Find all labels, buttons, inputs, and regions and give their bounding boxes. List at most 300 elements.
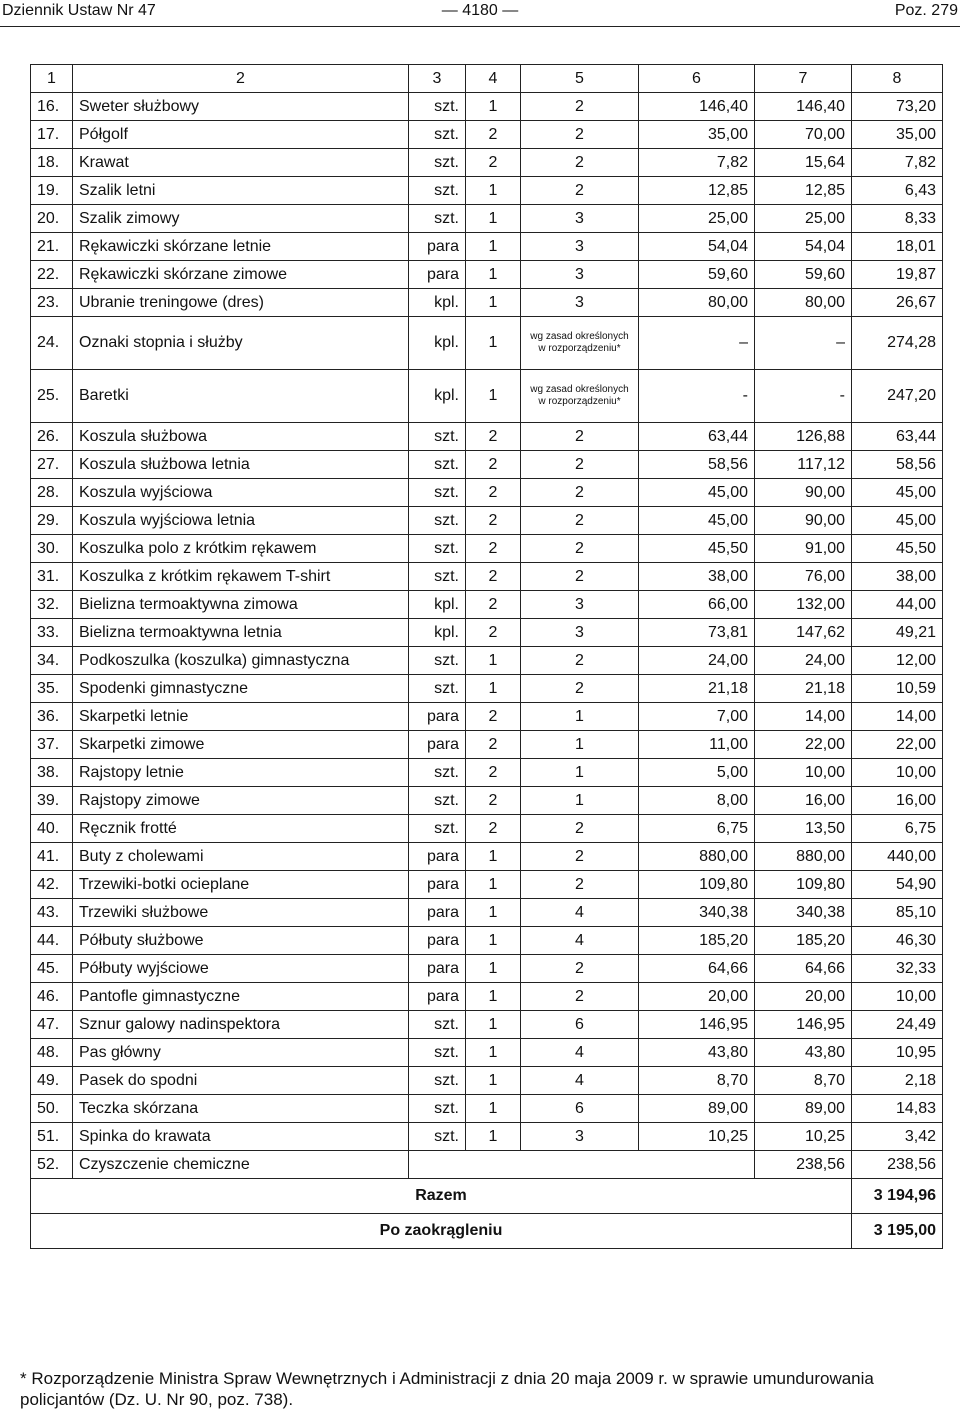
table-row xyxy=(31,233,943,261)
item-name: Pantofle gimnastyczne xyxy=(73,983,409,1011)
quantity: 2 xyxy=(466,507,521,535)
unit-price: 89,00 xyxy=(639,1095,755,1123)
unit: szt. xyxy=(409,1011,466,1039)
unit: szt. xyxy=(409,759,466,787)
table-row xyxy=(31,675,943,703)
usage-period: 2 xyxy=(521,149,639,177)
annual-value: 19,87 xyxy=(852,261,943,289)
usage-period: 4 xyxy=(521,1039,639,1067)
quantity: 1 xyxy=(466,1123,521,1151)
annual-value: 10,59 xyxy=(852,675,943,703)
table-row xyxy=(31,423,943,451)
usage-period: 3 xyxy=(521,289,639,317)
unit: szt. xyxy=(409,535,466,563)
row-number: 52. xyxy=(31,1151,73,1179)
column-header: 1 xyxy=(31,65,73,93)
total-value: 185,20 xyxy=(755,927,852,955)
unit: szt. xyxy=(409,1067,466,1095)
column-header-row xyxy=(31,65,943,93)
row-number: 25. xyxy=(31,370,73,423)
usage-period: 2 xyxy=(521,479,639,507)
total-value: 8,70 xyxy=(755,1067,852,1095)
quantity: 1 xyxy=(466,317,521,370)
total-value: 340,38 xyxy=(755,899,852,927)
quantity: 1 xyxy=(466,1039,521,1067)
header-rule xyxy=(0,26,960,27)
table-row xyxy=(31,1011,943,1039)
row-number: 31. xyxy=(31,563,73,591)
table-row xyxy=(31,507,943,535)
row-number: 36. xyxy=(31,703,73,731)
row-number: 32. xyxy=(31,591,73,619)
item-name: Rajstopy letnie xyxy=(73,759,409,787)
row-number: 39. xyxy=(31,787,73,815)
column-header: 3 xyxy=(409,65,466,93)
uniform-cost-table xyxy=(30,64,943,1249)
table-row xyxy=(31,261,943,289)
unit-price: – xyxy=(639,317,755,370)
total-value: 80,00 xyxy=(755,289,852,317)
table-body xyxy=(31,65,943,1151)
row-number: 38. xyxy=(31,759,73,787)
row-number: 44. xyxy=(31,927,73,955)
unit: szt. xyxy=(409,647,466,675)
annual-value: 44,00 xyxy=(852,591,943,619)
unit-price: 54,04 xyxy=(639,233,755,261)
table-row xyxy=(31,647,943,675)
unit-price: 185,20 xyxy=(639,927,755,955)
usage-period: 2 xyxy=(521,423,639,451)
row-number: 40. xyxy=(31,815,73,843)
unit-price: - xyxy=(639,370,755,423)
footnote: * Rozporządzenie Ministra Spraw Wewnętrznych i Administracji z dnia 20 maja 2009 r. w sprawie umundurowania policjantów (Dz. U. Nr 90, poz. 738). xyxy=(20,1369,874,1409)
item-name: Ubranie treningowe (dres) xyxy=(73,289,409,317)
quantity: 2 xyxy=(466,815,521,843)
unit-price: 66,00 xyxy=(639,591,755,619)
row-number: 29. xyxy=(31,507,73,535)
annual-value: 26,67 xyxy=(852,289,943,317)
row-number: 30. xyxy=(31,535,73,563)
total-value: 20,00 xyxy=(755,983,852,1011)
table-row xyxy=(31,843,943,871)
unit: szt. xyxy=(409,815,466,843)
usage-period: 4 xyxy=(521,927,639,955)
row-number: 51. xyxy=(31,1123,73,1151)
item-name: Sweter służbowy xyxy=(73,93,409,121)
unit-price: 7,82 xyxy=(639,149,755,177)
unit: szt. xyxy=(409,1123,466,1151)
table-row xyxy=(31,479,943,507)
annual-value: 10,00 xyxy=(852,983,943,1011)
unit-price: 340,38 xyxy=(639,899,755,927)
row-number: 18. xyxy=(31,149,73,177)
usage-period: 2 xyxy=(521,507,639,535)
journal-title: Dziennik Ustaw Nr 47 xyxy=(2,2,156,19)
table-row xyxy=(31,955,943,983)
row-number: 48. xyxy=(31,1039,73,1067)
quantity: 1 xyxy=(466,647,521,675)
unit: para xyxy=(409,983,466,1011)
usage-period: 3 xyxy=(521,205,639,233)
quantity: 1 xyxy=(466,843,521,871)
quantity: 1 xyxy=(466,899,521,927)
total-value: 22,00 xyxy=(755,731,852,759)
total-value: 10,25 xyxy=(755,1123,852,1151)
usage-period: 2 xyxy=(521,843,639,871)
unit-price: 35,00 xyxy=(639,121,755,149)
usage-period: 2 xyxy=(521,871,639,899)
unit-price: 8,70 xyxy=(639,1067,755,1095)
item-name: Koszula wyjściowa xyxy=(73,479,409,507)
unit-price: 59,60 xyxy=(639,261,755,289)
table-row xyxy=(31,1067,943,1095)
annual-value: 10,95 xyxy=(852,1039,943,1067)
total-value: 16,00 xyxy=(755,787,852,815)
total-value: 54,04 xyxy=(755,233,852,261)
unit-price: 10,25 xyxy=(639,1123,755,1151)
unit-price: 63,44 xyxy=(639,423,755,451)
item-name: Półbuty służbowe xyxy=(73,927,409,955)
row-number: 41. xyxy=(31,843,73,871)
unit: szt. xyxy=(409,121,466,149)
usage-period: 6 xyxy=(521,1095,639,1123)
row-number: 46. xyxy=(31,983,73,1011)
total-value: 880,00 xyxy=(755,843,852,871)
unit: para xyxy=(409,955,466,983)
item-name: Trzewiki służbowe xyxy=(73,899,409,927)
unit: szt. xyxy=(409,787,466,815)
item-name: Rękawiczki skórzane letnie xyxy=(73,233,409,261)
unit-price: 8,00 xyxy=(639,787,755,815)
usage-period: 2 xyxy=(521,177,639,205)
unit-price: 43,80 xyxy=(639,1039,755,1067)
table-row xyxy=(31,177,943,205)
total-amount: 3 194,96 xyxy=(852,1179,943,1214)
item-name: Koszula wyjściowa letnia xyxy=(73,507,409,535)
quantity: 2 xyxy=(466,759,521,787)
row-number: 42. xyxy=(31,871,73,899)
item-name: Rękawiczki skórzane zimowe xyxy=(73,261,409,289)
unit: szt. xyxy=(409,149,466,177)
item-name: Półbuty wyjściowe xyxy=(73,955,409,983)
usage-period: 2 xyxy=(521,955,639,983)
unit-price: 25,00 xyxy=(639,205,755,233)
table-row xyxy=(31,731,943,759)
empty-cell xyxy=(409,1151,755,1179)
annual-value: 14,00 xyxy=(852,703,943,731)
rounded-total-label: Po zaokrągleniu xyxy=(31,1214,852,1249)
row-number: 47. xyxy=(31,1011,73,1039)
quantity: 2 xyxy=(466,591,521,619)
table-row xyxy=(31,619,943,647)
quantity: 2 xyxy=(466,423,521,451)
table-row xyxy=(31,871,943,899)
unit-price: 880,00 xyxy=(639,843,755,871)
unit: szt. xyxy=(409,507,466,535)
row-number: 37. xyxy=(31,731,73,759)
quantity: 2 xyxy=(466,703,521,731)
annual-value: 32,33 xyxy=(852,955,943,983)
annual-value: 18,01 xyxy=(852,233,943,261)
item-name: Podkoszulka (koszulka) gimnastyczna xyxy=(73,647,409,675)
column-header: 8 xyxy=(852,65,943,93)
total-value: 76,00 xyxy=(755,563,852,591)
page-number: — 4180 — xyxy=(441,2,519,19)
usage-period: 2 xyxy=(521,815,639,843)
quantity: 1 xyxy=(466,93,521,121)
annual-value: 73,20 xyxy=(852,93,943,121)
row-number: 45. xyxy=(31,955,73,983)
quantity: 2 xyxy=(466,121,521,149)
item-name: Bielizna termoaktywna zimowa xyxy=(73,591,409,619)
item-name: Sznur galowy nadinspektora xyxy=(73,1011,409,1039)
unit-price: 64,66 xyxy=(639,955,755,983)
table-row xyxy=(31,759,943,787)
unit-price: 73,81 xyxy=(639,619,755,647)
table-row xyxy=(31,1039,943,1067)
row-number: 16. xyxy=(31,93,73,121)
unit-price: 45,50 xyxy=(639,535,755,563)
usage-period: 2 xyxy=(521,563,639,591)
total-row xyxy=(31,1179,943,1214)
quantity: 1 xyxy=(466,1095,521,1123)
unit-price: 11,00 xyxy=(639,731,755,759)
unit: szt. xyxy=(409,423,466,451)
usage-period: 2 xyxy=(521,93,639,121)
page-header xyxy=(0,0,960,26)
total-value: 25,00 xyxy=(755,205,852,233)
rounded-total-amount: 3 195,00 xyxy=(852,1214,943,1249)
unit: para xyxy=(409,927,466,955)
annual-value: 14,83 xyxy=(852,1095,943,1123)
total-value: 24,00 xyxy=(755,647,852,675)
row-number: 27. xyxy=(31,451,73,479)
column-header: 5 xyxy=(521,65,639,93)
total-value: 70,00 xyxy=(755,121,852,149)
quantity: 1 xyxy=(466,927,521,955)
row-number: 23. xyxy=(31,289,73,317)
unit: szt. xyxy=(409,93,466,121)
item-name: Spodenki gimnastyczne xyxy=(73,675,409,703)
row-number: 20. xyxy=(31,205,73,233)
unit-price: 6,75 xyxy=(639,815,755,843)
total-value: 146,40 xyxy=(755,93,852,121)
item-name: Szalik letni xyxy=(73,177,409,205)
annual-value: 63,44 xyxy=(852,423,943,451)
annual-value: 49,21 xyxy=(852,619,943,647)
annual-value: 85,10 xyxy=(852,899,943,927)
total-value: 10,00 xyxy=(755,759,852,787)
annual-value: 16,00 xyxy=(852,787,943,815)
item-name: Pas główny xyxy=(73,1039,409,1067)
item-name: Koszulka polo z krótkim rękawem xyxy=(73,535,409,563)
quantity: 2 xyxy=(466,731,521,759)
total-value: 15,64 xyxy=(755,149,852,177)
unit: kpl. xyxy=(409,317,466,370)
item-name: Spinka do krawata xyxy=(73,1123,409,1151)
row-number: 24. xyxy=(31,317,73,370)
usage-period: 3 xyxy=(521,1123,639,1151)
total-value: 14,00 xyxy=(755,703,852,731)
annual-value: 440,00 xyxy=(852,843,943,871)
annual-value: 45,00 xyxy=(852,479,943,507)
annual-value: 58,56 xyxy=(852,451,943,479)
item-name: Krawat xyxy=(73,149,409,177)
item-name: Rajstopy zimowe xyxy=(73,787,409,815)
quantity: 1 xyxy=(466,177,521,205)
total-value: 90,00 xyxy=(755,507,852,535)
annual-value: 35,00 xyxy=(852,121,943,149)
usage-period: 4 xyxy=(521,899,639,927)
unit: szt. xyxy=(409,675,466,703)
annual-value: 12,00 xyxy=(852,647,943,675)
annual-value: 10,00 xyxy=(852,759,943,787)
table-row xyxy=(31,899,943,927)
quantity: 1 xyxy=(466,205,521,233)
item-name: Szalik zimowy xyxy=(73,205,409,233)
unit: para xyxy=(409,233,466,261)
unit: szt. xyxy=(409,1095,466,1123)
annual-value: 6,43 xyxy=(852,177,943,205)
total-value: 91,00 xyxy=(755,535,852,563)
usage-period: wg zasad określonych w rozporządzeniu* xyxy=(521,370,639,423)
unit-price: 21,18 xyxy=(639,675,755,703)
column-header: 6 xyxy=(639,65,755,93)
table-row xyxy=(31,563,943,591)
row-number: 43. xyxy=(31,899,73,927)
quantity: 2 xyxy=(466,479,521,507)
usage-period: 1 xyxy=(521,731,639,759)
table-row xyxy=(31,370,943,423)
item-name: Półgolf xyxy=(73,121,409,149)
quantity: 1 xyxy=(466,871,521,899)
row-number: 33. xyxy=(31,619,73,647)
item-name: Oznaki stopnia i służby xyxy=(73,317,409,370)
unit: kpl. xyxy=(409,619,466,647)
quantity: 1 xyxy=(466,233,521,261)
table-row xyxy=(31,815,943,843)
table-row xyxy=(31,317,943,370)
annual-value: 8,33 xyxy=(852,205,943,233)
usage-period: 2 xyxy=(521,647,639,675)
quantity: 2 xyxy=(466,619,521,647)
total-value: 64,66 xyxy=(755,955,852,983)
table-row xyxy=(31,787,943,815)
row-number: 35. xyxy=(31,675,73,703)
row-number: 17. xyxy=(31,121,73,149)
column-header: 4 xyxy=(466,65,521,93)
table-row xyxy=(31,149,943,177)
item-name: Koszula służbowa xyxy=(73,423,409,451)
unit: para xyxy=(409,703,466,731)
table-row xyxy=(31,1151,943,1179)
total-value: – xyxy=(755,317,852,370)
row-number: 22. xyxy=(31,261,73,289)
unit-price: 80,00 xyxy=(639,289,755,317)
unit-price: 12,85 xyxy=(639,177,755,205)
table-tail xyxy=(31,1151,943,1249)
usage-period: 2 xyxy=(521,983,639,1011)
quantity: 1 xyxy=(466,955,521,983)
unit-price: 45,00 xyxy=(639,507,755,535)
item-name: Koszula służbowa letnia xyxy=(73,451,409,479)
column-header: 2 xyxy=(73,65,409,93)
total-value: 59,60 xyxy=(755,261,852,289)
row-number: 34. xyxy=(31,647,73,675)
total-label: Razem xyxy=(31,1179,852,1214)
annual-value: 45,00 xyxy=(852,507,943,535)
annual-value: 24,49 xyxy=(852,1011,943,1039)
row-number: 21. xyxy=(31,233,73,261)
unit-price: 58,56 xyxy=(639,451,755,479)
table-row xyxy=(31,451,943,479)
total-value: 147,62 xyxy=(755,619,852,647)
table-row xyxy=(31,703,943,731)
table-row xyxy=(31,205,943,233)
quantity: 1 xyxy=(466,1067,521,1095)
unit: szt. xyxy=(409,177,466,205)
usage-period: 2 xyxy=(521,121,639,149)
unit: kpl. xyxy=(409,289,466,317)
column-header: 7 xyxy=(755,65,852,93)
unit-price: 7,00 xyxy=(639,703,755,731)
annual-value: 247,20 xyxy=(852,370,943,423)
table-row xyxy=(31,535,943,563)
item-name: Buty z cholewami xyxy=(73,843,409,871)
total-value: 132,00 xyxy=(755,591,852,619)
quantity: 1 xyxy=(466,983,521,1011)
total-value: 117,12 xyxy=(755,451,852,479)
quantity: 1 xyxy=(466,289,521,317)
annual-value: 2,18 xyxy=(852,1067,943,1095)
table-row xyxy=(31,121,943,149)
row-number: 19. xyxy=(31,177,73,205)
total-value: 90,00 xyxy=(755,479,852,507)
quantity: 2 xyxy=(466,535,521,563)
quantity: 1 xyxy=(466,1011,521,1039)
usage-period: 1 xyxy=(521,703,639,731)
annual-value: 7,82 xyxy=(852,149,943,177)
unit: szt. xyxy=(409,451,466,479)
item-name: Czyszczenie chemiczne xyxy=(73,1151,409,1179)
annual-value: 46,30 xyxy=(852,927,943,955)
annual-value: 274,28 xyxy=(852,317,943,370)
quantity: 1 xyxy=(466,675,521,703)
table-row xyxy=(31,983,943,1011)
usage-period: 4 xyxy=(521,1067,639,1095)
unit-price: 38,00 xyxy=(639,563,755,591)
item-name: Trzewiki-botki ocieplane xyxy=(73,871,409,899)
unit-price: 20,00 xyxy=(639,983,755,1011)
unit: para xyxy=(409,731,466,759)
item-name: Skarpetki zimowe xyxy=(73,731,409,759)
unit-price: 24,00 xyxy=(639,647,755,675)
unit-price: 109,80 xyxy=(639,871,755,899)
unit: szt. xyxy=(409,479,466,507)
item-name: Ręcznik frotté xyxy=(73,815,409,843)
total-value: 13,50 xyxy=(755,815,852,843)
total-value: 238,56 xyxy=(755,1151,852,1179)
unit: kpl. xyxy=(409,370,466,423)
item-name: Baretki xyxy=(73,370,409,423)
unit: para xyxy=(409,871,466,899)
unit: para xyxy=(409,843,466,871)
unit: szt. xyxy=(409,1039,466,1067)
usage-period: 3 xyxy=(521,591,639,619)
row-number: 28. xyxy=(31,479,73,507)
row-number: 49. xyxy=(31,1067,73,1095)
unit: szt. xyxy=(409,563,466,591)
